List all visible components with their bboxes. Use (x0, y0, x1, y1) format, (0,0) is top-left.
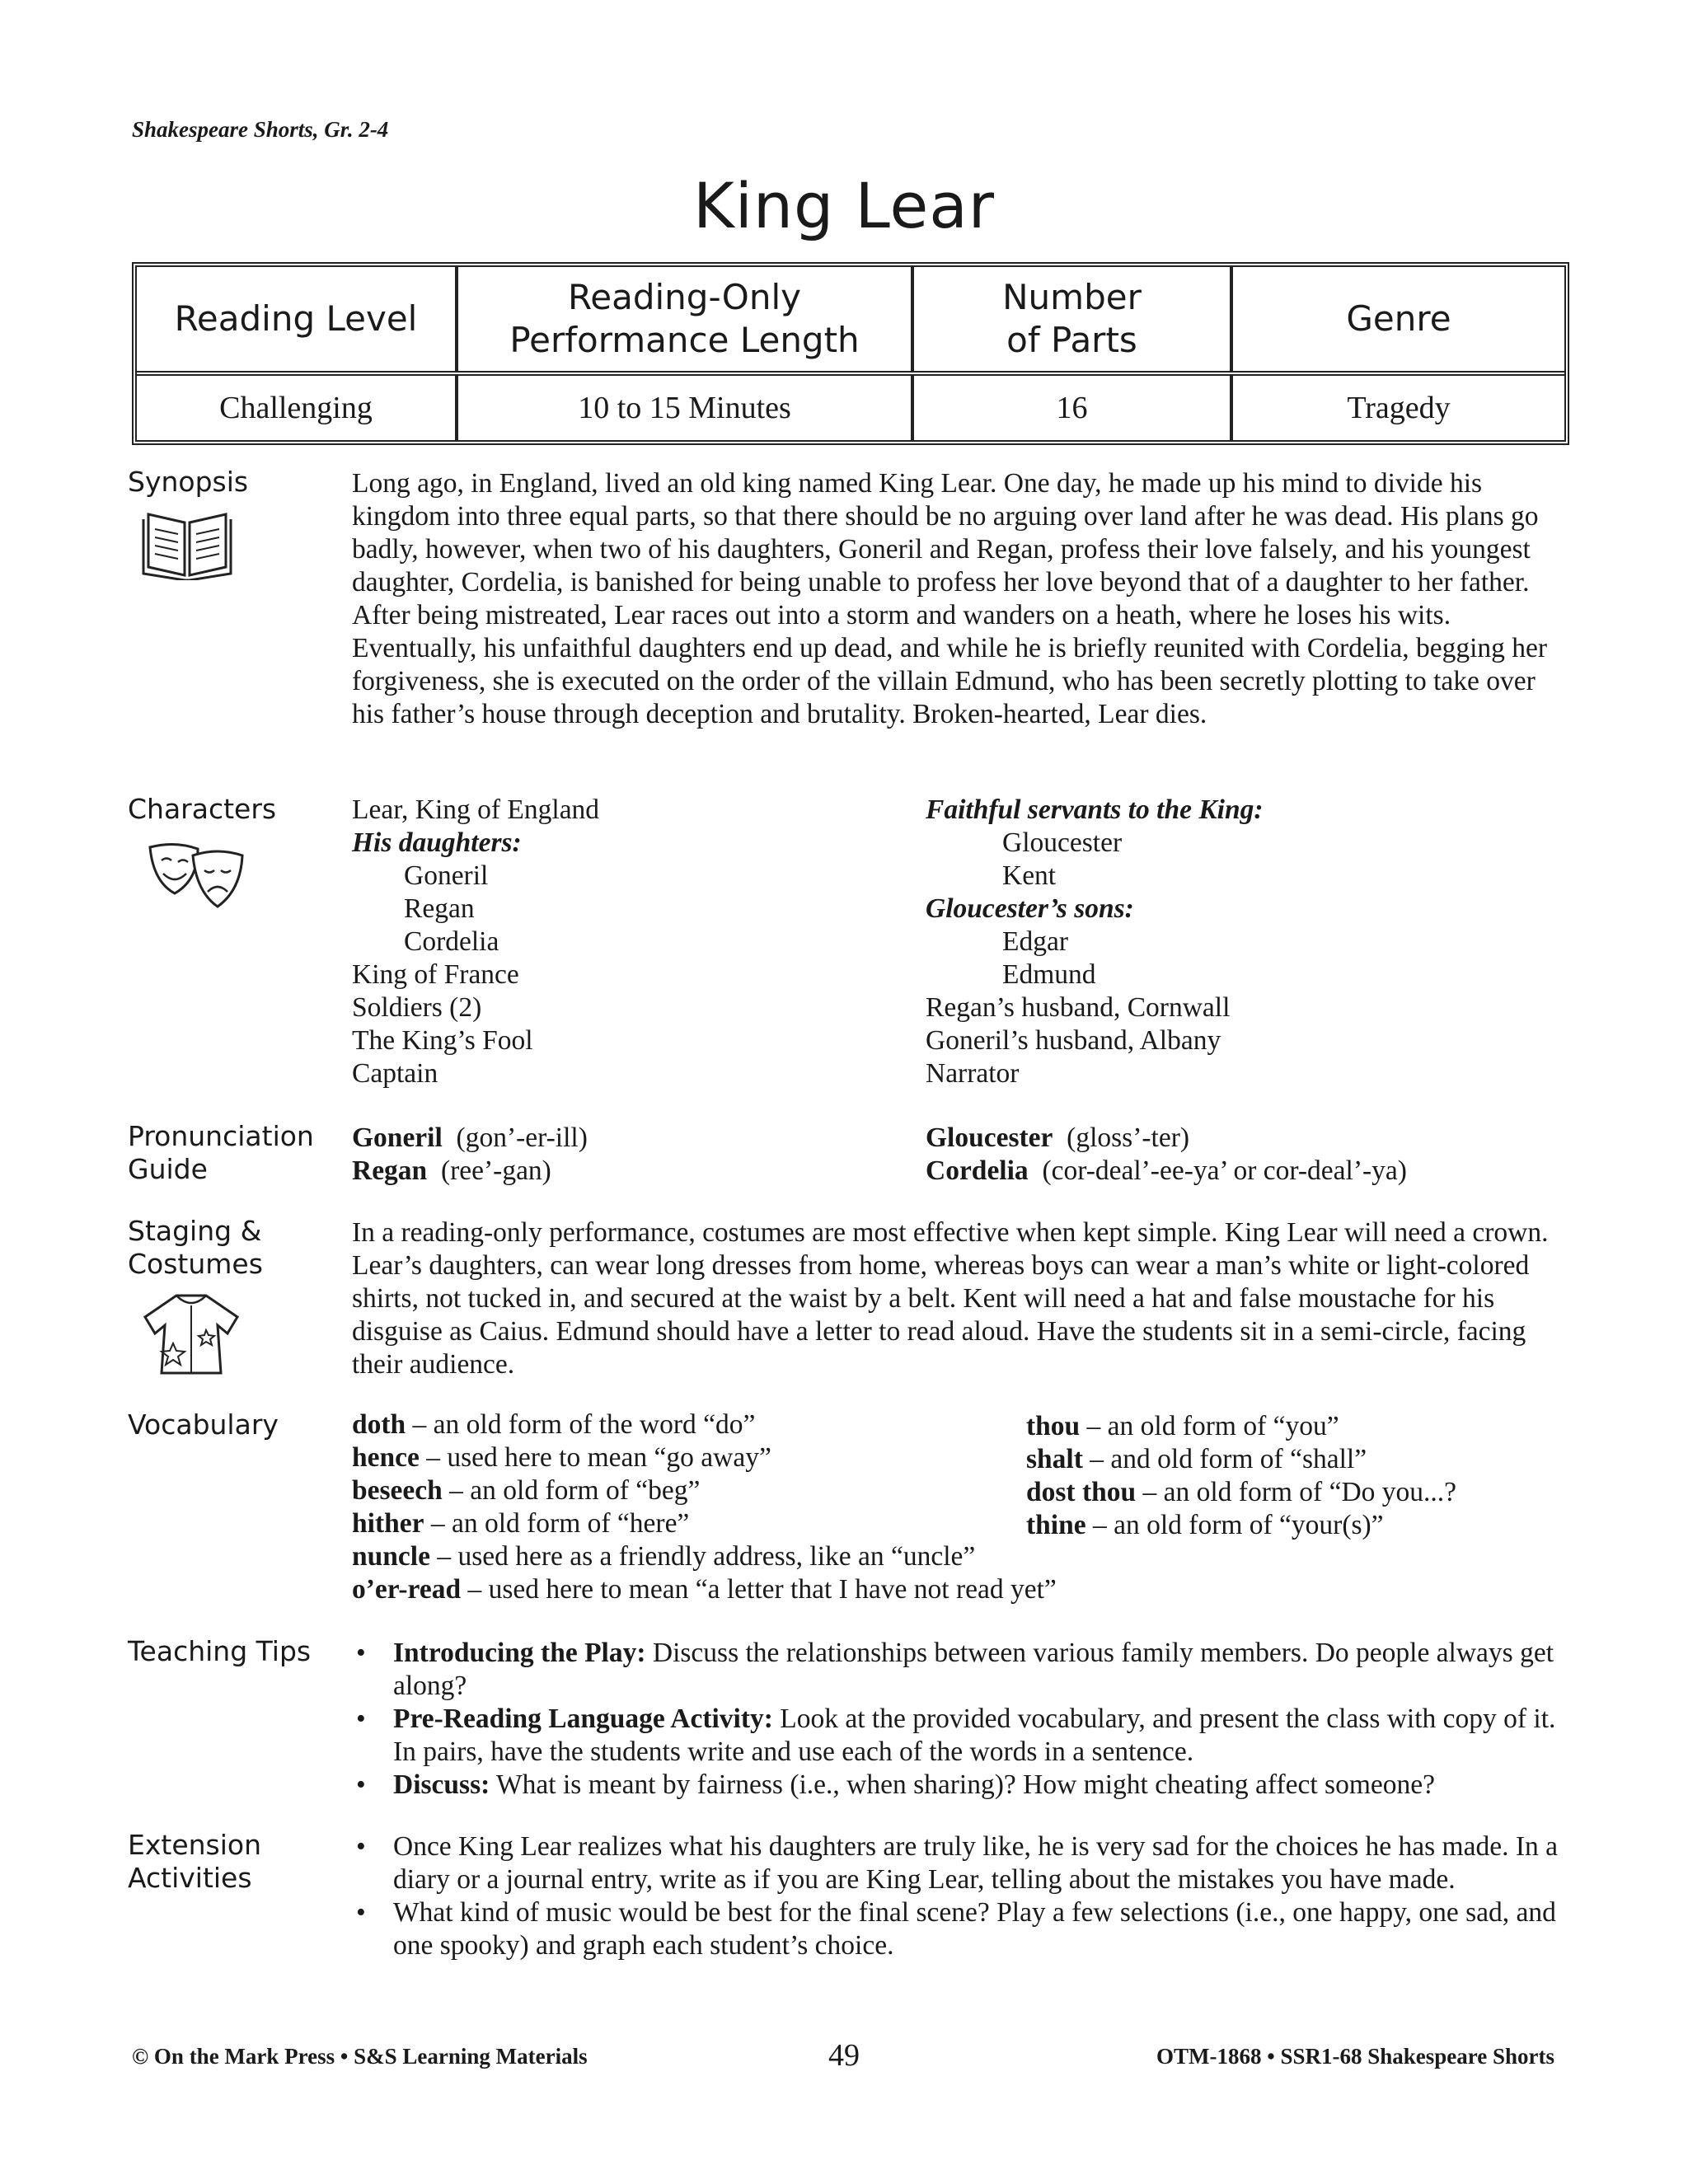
synopsis-label: Synopsis (128, 466, 249, 498)
character-item: Goneril’s husband, Albany (926, 1025, 1221, 1056)
teaching-tip-item: • Introducing the Play: Discuss the relationships between various family members. Do people always get along? (352, 1637, 1572, 1703)
book-icon (142, 504, 232, 584)
character-item: King of France (352, 959, 519, 990)
character-item: Goneril (404, 860, 489, 891)
pronunciation-right (926, 1122, 1568, 1188)
value-performance-length: 10 to 15 Minutes (458, 376, 914, 440)
teaching-tips-label: Teaching Tips (128, 1635, 312, 1667)
vocab-item: beseech – an old form of “beg” (352, 1475, 701, 1506)
value-reading-level: Challenging (137, 376, 458, 440)
extension-list (352, 1830, 1572, 1962)
value-number-of-parts: 16 (914, 376, 1233, 440)
vocabulary-right (1026, 1410, 1570, 1542)
extension-label: Extension Activities (128, 1829, 262, 1894)
teaching-tip-item: • Pre-Reading Language Activity: Look at the provided vocabulary, and present the class with copy of it. In pairs, have the students write and use each of the words in a sentence. (352, 1703, 1572, 1769)
pronunciation-left (352, 1122, 912, 1188)
extension-item: • What kind of music would be best for the final scene? Play a few selections (i.e., one happy, one sad, and one spooky) and graph each student’s choice. (352, 1896, 1572, 1962)
pronunciation-item: Goneril (gon’-er-ill) (352, 1122, 588, 1153)
page-number: 49 (828, 2038, 860, 2073)
page-title: King Lear (692, 169, 996, 242)
character-item: Edgar (1002, 926, 1068, 957)
vocabulary-label: Vocabulary (128, 1408, 279, 1441)
character-item: The King’s Fool (352, 1025, 533, 1056)
character-group-heading: Faithful servants to the King: (926, 794, 1264, 825)
info-table (132, 262, 1569, 445)
pronunciation-item: Gloucester (gloss’-ter) (926, 1122, 1190, 1153)
character-item: Lear, King of England (352, 794, 600, 825)
pronunciation-item: Regan (ree’-gan) (352, 1155, 551, 1186)
vocab-item: hither – an old form of “here” (352, 1508, 690, 1539)
character-item: Cordelia (404, 926, 499, 957)
pronunciation-item: Cordelia (cor-deal’-ee-ya’ or cor-deal’-ya) (926, 1155, 1407, 1186)
vocab-item: thou – an old form of “you” (1026, 1411, 1339, 1441)
series-title: Shakespeare Shorts, Gr. 2-4 (132, 117, 389, 142)
character-item: Narrator (926, 1058, 1020, 1089)
footer-product-code: OTM-1868 • SSR1-68 Shakespeare Shorts (1156, 2044, 1554, 2069)
teaching-tip-item: • Discuss: What is meant by fairness (i.e., when sharing)? How might cheating affect someone? (352, 1769, 1572, 1802)
character-group-heading: His daughters: (352, 827, 522, 858)
teaching-tips-list (352, 1637, 1572, 1802)
character-item: Soldiers (2) (352, 992, 482, 1023)
vocab-item: doth – an old form of the word “do” (352, 1409, 756, 1440)
vocab-item: dost thou – an old form of “Do you...? (1026, 1477, 1457, 1507)
character-item: Gloucester (1002, 827, 1123, 858)
header-genre: Genre (1346, 298, 1451, 339)
costume-robe-icon (142, 1292, 241, 1379)
header-reading-level: Reading Level (137, 267, 458, 371)
characters-label: Characters (128, 793, 277, 825)
info-table-header-row (137, 267, 1564, 376)
vocab-item: o’er-read – used here to mean “a letter that I have not read yet” (352, 1574, 1057, 1605)
value-genre: Tragedy (1347, 391, 1451, 425)
characters-right-column (926, 794, 1552, 1090)
extension-item: • Once King Lear realizes what his daughters are truly like, he is very sad for the choices he has made. In a diary or a journal entry, write as if you are King Lear, telling about the mistakes you have made. (352, 1830, 1572, 1896)
vocab-item: thine – an old form of “your(s)” (1026, 1510, 1384, 1540)
theater-masks-icon (147, 841, 246, 912)
header-number-of-parts: Number of Parts (914, 267, 1233, 371)
pronunciation-label: Pronunciation Guide (128, 1120, 314, 1185)
staging-text: In a reading-only performance, costumes are most effective when kept simple. King Lear will need a crown. Lear’s daughters, can wear long dresses from home, whereas boys can wear a man’s white or light-colored shirts, not tucked in, and secured at the waist by a belt. Kent will need a hat and false moustache for his disguise as Caius. Edmund should have a letter to read aloud. Have the students sit in a semi-circle, facing their audience. (352, 1217, 1549, 1380)
characters-left-column (352, 794, 863, 1090)
character-item: Captain (352, 1058, 438, 1089)
header-performance-length: Reading-Only Performance Length (458, 267, 914, 371)
staging-label: Staging & Costumes (128, 1215, 263, 1280)
vocab-item: nuncle – used here as a friendly address, like an “uncle” (352, 1541, 976, 1572)
character-item: Regan (404, 893, 475, 924)
footer-publisher: © On the Mark Press • S&S Learning Materials (132, 2044, 588, 2069)
character-item: Kent (1002, 860, 1057, 891)
synopsis-text: Long ago, in England, lived an old king named King Lear. One day, he made up his mind to divide his kingdom into three equal parts, so that there should be no arguing over land after he was dead. His plans go badly, however, when two of his daughters, Goneril and Regan, profess their love falsely, and his youngest daughter, Cordelia, is banished for being unable to profess her love beyond that of a daughter to her father. After being mistreated, Lear races out into a storm and wanders on a heath, where he loses his wits. Eventually, his unfaithful daughters end up dead, and while he is briefly reunited with Cordelia, begging her forgiveness, she is executed on the order of the villain Edmund, who has been secretly plotting to take over his father’s house through deception and brutality. Broken-hearted, Lear dies. (352, 468, 1548, 729)
info-table-value-row (137, 376, 1564, 440)
character-item: Edmund (1002, 959, 1096, 990)
character-group-heading: Gloucester’s sons: (926, 893, 1134, 924)
vocab-item: shalt – and old form of “shall” (1026, 1444, 1367, 1474)
character-item: Regan’s husband, Cornwall (926, 992, 1231, 1023)
vocab-item: hence – used here to mean “go away” (352, 1442, 771, 1473)
